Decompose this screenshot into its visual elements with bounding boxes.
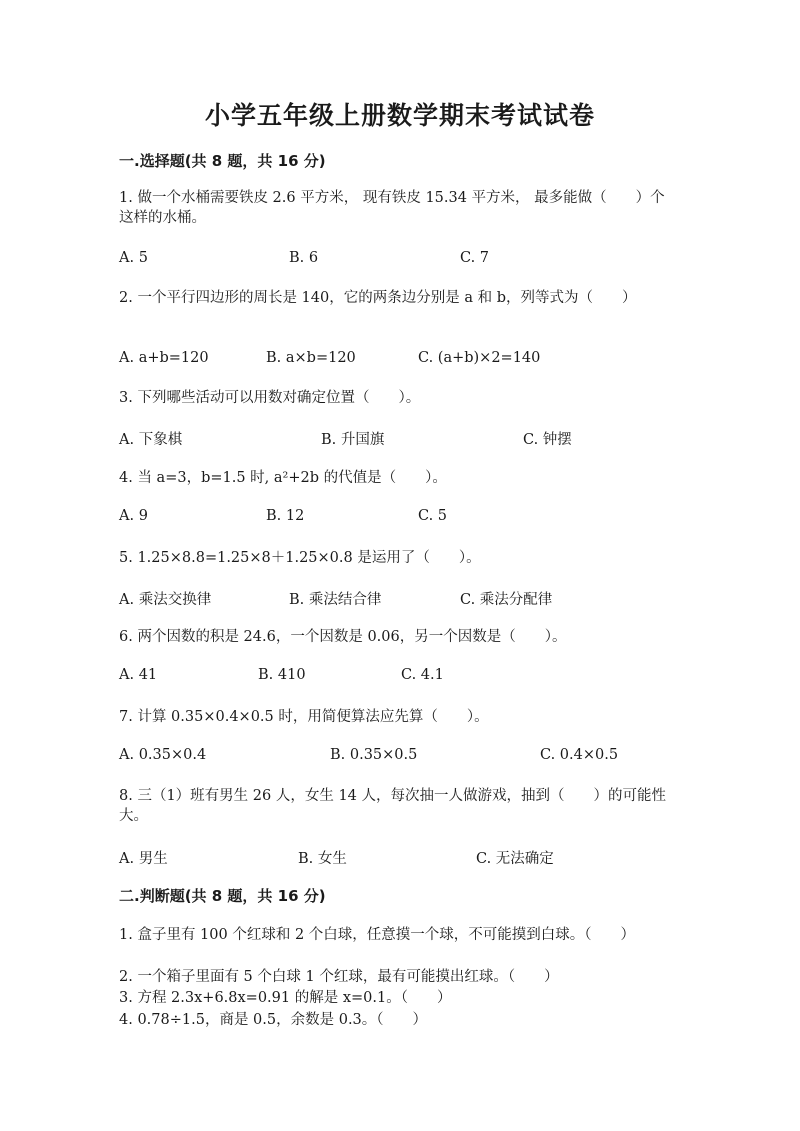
question-7-option-a: A. 0.35×0.4 (119, 747, 207, 763)
question-1-option-c: C. 7 (460, 250, 490, 266)
question-3-option-b: B. 升国旗 (321, 432, 385, 448)
true-false-item-2: 2. 一个箱子里面有 5 个白球 1 个红球，最有可能摸出红球。（ ） (119, 969, 559, 985)
question-3-option-a: A. 下象棋 (119, 432, 183, 448)
question-5: 5. 1.25×8.8=1.25×8＋1.25×0.8 是运用了（ ）。 (119, 550, 481, 566)
true-false-item-1: 1. 盒子里有 100 个红球和 2 个白球，任意摸一个球，不可能摸到白球。（ ） (119, 927, 636, 943)
question-2-option-b: B. a×b=120 (266, 350, 356, 366)
question-4: 4. 当 a=3，b=1.5 时, a²+2b 的代值是（ ）。 (119, 470, 447, 486)
section-heading-true-false: 二.判断题(共 8 题，共 16 分) (119, 887, 326, 905)
question-2: 2. 一个平行四边形的周长是 140，它的两条边分别是 a 和 b，列等式为（ ） (119, 290, 637, 306)
question-7-option-b: B. 0.35×0.5 (330, 747, 418, 763)
question-4-option-a: A. 9 (119, 508, 148, 524)
question-8-option-b: B. 女生 (298, 851, 347, 867)
question-1-option-b: B. 6 (289, 250, 319, 266)
section-heading-multiple-choice: 一.选择题(共 8 题，共 16 分) (119, 152, 326, 170)
question-8-option-c: C. 无法确定 (476, 851, 554, 867)
question-4-option-b: B. 12 (266, 508, 305, 524)
question-3: 3. 下列哪些活动可以用数对确定位置（ ）。 (119, 390, 421, 406)
question-6: 6. 两个因数的积是 24.6，一个因数是 0.06，另一个因数是（ ）。 (119, 629, 567, 645)
question-2-option-a: A. a+b=120 (119, 350, 209, 366)
true-false-item-4: 4. 0.78÷1.5，商是 0.5，余数是 0.3。（ ） (119, 1012, 428, 1028)
question-7-option-c: C. 0.4×0.5 (540, 747, 619, 763)
question-6-option-b: B. 410 (258, 667, 306, 683)
question-8: 8. 三（1）班有男生 26 人，女生 14 人，每次抽一人做游戏，抽到（ ）的可能性大。 (119, 788, 667, 824)
question-5-option-b: B. 乘法结合律 (289, 592, 382, 608)
question-3-option-c: C. 钟摆 (523, 432, 572, 448)
question-1-option-a: A. 5 (119, 250, 148, 266)
page-title: 小学五年级上册数学期末考试试卷 (204, 101, 595, 130)
true-false-item-3: 3. 方程 2.3x+6.8x=0.91 的解是 x=0.1。（ ） (119, 990, 452, 1006)
question-4-option-c: C. 5 (418, 508, 448, 524)
question-5-option-c: C. 乘法分配律 (460, 592, 553, 608)
question-5-option-a: A. 乘法交换律 (119, 592, 212, 608)
question-2-option-c: C. (a+b)×2=140 (418, 350, 541, 366)
question-8-option-a: A. 男生 (119, 851, 168, 867)
question-6-option-c: C. 4.1 (401, 667, 444, 683)
question-1: 1. 做一个水桶需要铁皮 2.6 平方米， 现有铁皮 15.34 平方米， 最多能做（ ）个这样的水桶。 (119, 190, 665, 226)
question-6-option-a: A. 41 (119, 667, 158, 683)
question-7: 7. 计算 0.35×0.4×0.5 时，用简便算法应先算（ ）。 (119, 709, 489, 725)
